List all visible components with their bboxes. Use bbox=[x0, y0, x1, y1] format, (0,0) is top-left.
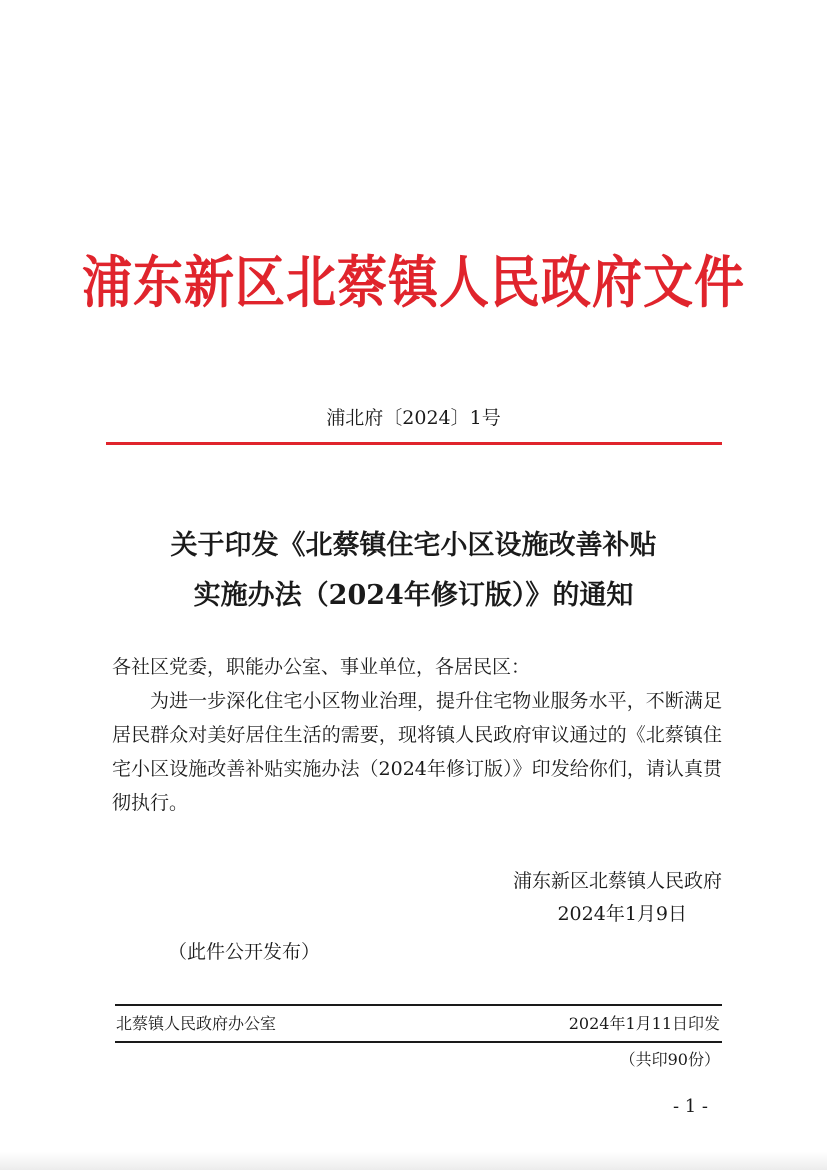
print-copies: （共印90份） bbox=[619, 1050, 720, 1069]
body-paragraph: 为进一步深化住宅小区物业治理，提升住宅物业服务水平，不断满足居民群众对美好居住生活的需要，现将镇人民政府审议通过的《北蔡镇住宅小区设施改善补贴实施办法（2024年修订版）》印发给你们，请认真贯彻执行。 bbox=[112, 690, 722, 814]
notice-title-line-2: 实施办法（2024年修订版）》的通知 bbox=[193, 580, 634, 611]
scan-edge-shadow bbox=[0, 1152, 827, 1170]
red-separator-line bbox=[106, 442, 722, 445]
issuer-office: 北蔡镇人民政府办公室 bbox=[116, 1014, 277, 1033]
signing-organization: 浦东新区北蔡镇人民政府 bbox=[512, 870, 722, 892]
notice-body bbox=[112, 650, 722, 820]
document-header-title: 浦东新区北蔡镇人民政府文件 bbox=[82, 249, 745, 316]
disclosure-note: （此件公开发布） bbox=[168, 941, 321, 963]
addressee-line: 各社区党委，职能办公室、事业单位，各居民区： bbox=[112, 656, 531, 678]
footer-top-rule bbox=[115, 1004, 722, 1006]
signing-date: 2024年1月9日 bbox=[557, 903, 687, 925]
issue-date: 2024年1月11日印发 bbox=[568, 1014, 720, 1033]
notice-title-line-1: 关于印发《北蔡镇住宅小区设施改善补贴 bbox=[170, 530, 657, 561]
footer-bottom-rule bbox=[115, 1041, 722, 1043]
document-number: 浦北府〔2024〕1号 bbox=[326, 407, 501, 429]
page-number: - 1 - bbox=[672, 1096, 708, 1117]
notice-title bbox=[0, 521, 827, 621]
